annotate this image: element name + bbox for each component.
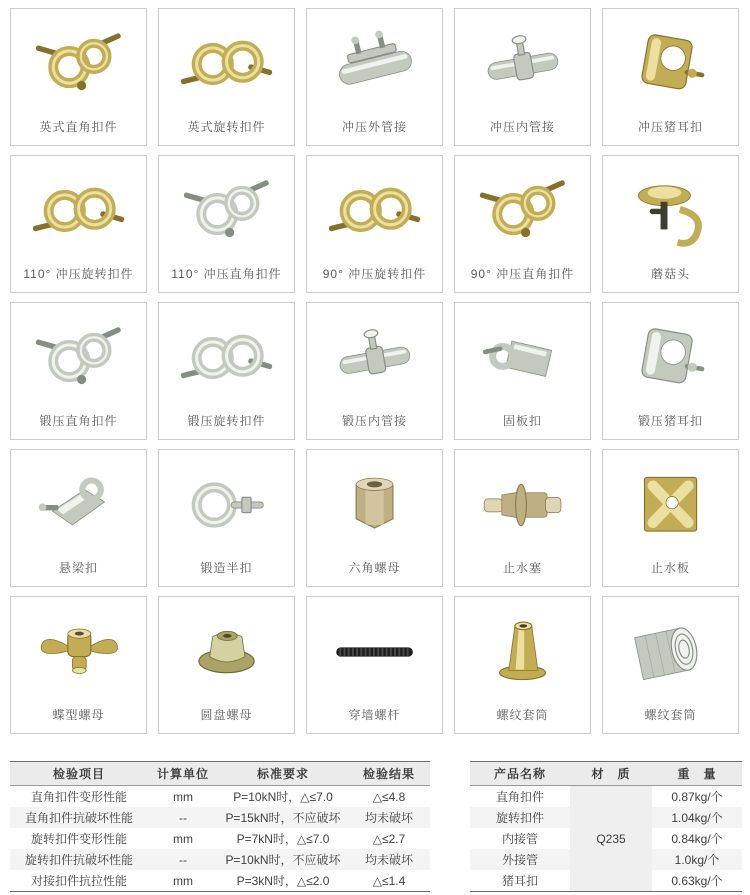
product-name-cell: 直角扣件 xyxy=(495,790,544,804)
weight-cell: 1.0kg/个 xyxy=(652,849,742,870)
table-cell: 旋转扣件变形性能 xyxy=(30,832,127,846)
swivel-coupler-icon xyxy=(307,156,442,260)
product-card xyxy=(602,449,739,587)
swivel-coupler-icon xyxy=(159,9,294,113)
swivel-coupler-icon xyxy=(11,156,146,260)
product-label: 90° 冲压旋转扣件 xyxy=(322,267,427,281)
product-card xyxy=(158,302,295,440)
table-cell: P=7kN时，△≤7.0 xyxy=(236,832,330,846)
table-cell: 直角扣件变形性能 xyxy=(30,790,127,804)
product-label: 止水板 xyxy=(650,561,690,575)
weight-cell: 0.84kg/个 xyxy=(671,832,723,846)
table-row xyxy=(10,828,430,849)
product-card xyxy=(158,449,295,587)
column-header: 产品名称 xyxy=(470,762,570,786)
table-cell: -- xyxy=(148,807,218,828)
product-label: 蘑菇头 xyxy=(650,267,690,281)
mushroom-head-icon xyxy=(603,156,738,260)
product-card xyxy=(454,449,591,587)
table-cell: △≤1.4 xyxy=(372,873,406,888)
product-label: 圆盘螺母 xyxy=(200,708,253,722)
weight-cell: 0.87kg/个 xyxy=(671,790,723,804)
table-cell: 均未破坏 xyxy=(348,807,430,828)
product-name-cell: 猪耳扣 xyxy=(501,874,538,888)
table-cell: mm xyxy=(173,789,193,804)
hex-nut-icon xyxy=(307,450,442,554)
product-name-cell: 外接管 xyxy=(470,849,570,870)
swivel-coupler-icon xyxy=(159,303,294,407)
product-card xyxy=(158,596,295,734)
column-header: 材 质 xyxy=(570,762,652,786)
product-label: 螺纹套筒 xyxy=(496,708,549,722)
column-header: 重 量 xyxy=(652,762,742,786)
product-label: 90° 冲压直角扣件 xyxy=(470,267,575,281)
product-card xyxy=(10,596,147,734)
product-label: 冲压猪耳扣 xyxy=(637,120,703,134)
tables-section xyxy=(0,761,750,893)
product-label: 锻压猪耳扣 xyxy=(637,414,703,428)
product-label: 锻压内管接 xyxy=(341,414,407,428)
product-card xyxy=(158,8,295,146)
product-label: 穿墙螺杆 xyxy=(348,708,401,722)
product-label: 锻压旋转扣件 xyxy=(187,414,266,428)
product-card xyxy=(454,596,591,734)
product-label: 止水塞 xyxy=(502,561,542,575)
table-cell: mm xyxy=(173,831,193,846)
inner-joint-pin-icon xyxy=(455,9,590,113)
column-header: 计算单位 xyxy=(148,762,218,786)
product-card xyxy=(602,596,739,734)
pig-ear-coupler-icon xyxy=(603,9,738,113)
product-card xyxy=(158,155,295,293)
product-card xyxy=(306,302,443,440)
product-card xyxy=(454,302,591,440)
water-stop-plug-icon xyxy=(455,450,590,554)
product-card xyxy=(602,8,739,146)
product-label: 110° 冲压旋转扣件 xyxy=(23,267,134,281)
table-cell: 旋转扣件抗破坏性能 xyxy=(10,849,148,870)
table-cell: mm xyxy=(173,873,193,888)
product-card xyxy=(306,596,443,734)
table-cell: P=3kN时，△≤2.0 xyxy=(236,874,330,888)
table-cell: -- xyxy=(148,849,218,870)
table-cell: P=10kN时，△≤7.0 xyxy=(233,790,333,804)
right-angle-coupler-icon xyxy=(159,156,294,260)
product-label: 冲压外管接 xyxy=(341,120,407,134)
product-label: 固板扣 xyxy=(502,414,542,428)
board-clamp-icon xyxy=(455,303,590,407)
weight-cell: 0.63kg/个 xyxy=(671,874,723,888)
table-row xyxy=(10,849,430,870)
column-header: 检验结果 xyxy=(348,762,430,786)
product-label: 英式直角扣件 xyxy=(39,120,118,134)
product-label: 冲压内管接 xyxy=(489,120,555,134)
pig-ear-coupler-icon xyxy=(603,303,738,407)
product-card xyxy=(306,449,443,587)
table-row xyxy=(470,786,742,808)
product-label: 蝶型螺母 xyxy=(52,708,105,722)
product-card xyxy=(10,155,147,293)
inspection-table-header-row xyxy=(10,762,430,786)
spec-table xyxy=(470,761,742,892)
outer-joint-pin-icon xyxy=(307,9,442,113)
thread-sleeve-icon xyxy=(603,597,738,701)
material-cell: Q235 xyxy=(570,786,652,892)
table-row xyxy=(10,786,430,808)
table-row xyxy=(10,870,430,892)
table-cell: △≤2.7 xyxy=(372,831,406,846)
table-cell: 均未破坏 xyxy=(348,849,430,870)
cone-sleeve-icon xyxy=(455,597,590,701)
product-card xyxy=(454,155,591,293)
half-coupler-icon xyxy=(159,450,294,554)
right-angle-coupler-icon xyxy=(11,9,146,113)
product-label: 锻造半扣 xyxy=(200,561,253,575)
table-cell: 直角扣件抗破坏性能 xyxy=(10,807,148,828)
product-card xyxy=(602,302,739,440)
table-cell: P=15kN时，不应破坏 xyxy=(218,807,348,828)
product-card xyxy=(454,8,591,146)
product-card xyxy=(10,449,147,587)
product-card xyxy=(602,155,739,293)
product-label: 螺纹套筒 xyxy=(644,708,697,722)
product-name-cell: 内接管 xyxy=(501,832,538,846)
table-cell: P=10kN时，不应破坏 xyxy=(218,849,348,870)
disc-nut-icon xyxy=(159,597,294,701)
product-label: 悬梁扣 xyxy=(58,561,98,575)
product-label: 英式旋转扣件 xyxy=(187,120,266,134)
column-header: 检验项目 xyxy=(10,762,148,786)
weight-cell: 1.04kg/个 xyxy=(652,807,742,828)
product-label: 110° 冲压直角扣件 xyxy=(171,267,282,281)
product-label: 锻压直角扣件 xyxy=(39,414,118,428)
water-stop-plate-icon xyxy=(603,450,738,554)
product-card xyxy=(10,302,147,440)
table-row xyxy=(10,807,430,828)
column-header: 标准要求 xyxy=(218,762,348,786)
table-cell: 对接扣件抗拉性能 xyxy=(30,874,127,888)
product-card xyxy=(306,155,443,293)
right-angle-coupler-icon xyxy=(455,156,590,260)
inspection-table xyxy=(10,761,430,892)
wing-nut-icon xyxy=(11,597,146,701)
table-cell: △≤4.8 xyxy=(372,789,406,804)
right-angle-coupler-icon xyxy=(11,303,146,407)
product-grid xyxy=(10,8,740,734)
product-card xyxy=(306,8,443,146)
beam-clamp-icon xyxy=(11,450,146,554)
product-card xyxy=(10,8,147,146)
product-label: 六角螺母 xyxy=(348,561,401,575)
product-name-cell: 旋转扣件 xyxy=(470,807,570,828)
inner-joint-pin-icon xyxy=(307,303,442,407)
tie-rod-icon xyxy=(307,597,442,701)
spec-table-header-row xyxy=(470,762,742,786)
